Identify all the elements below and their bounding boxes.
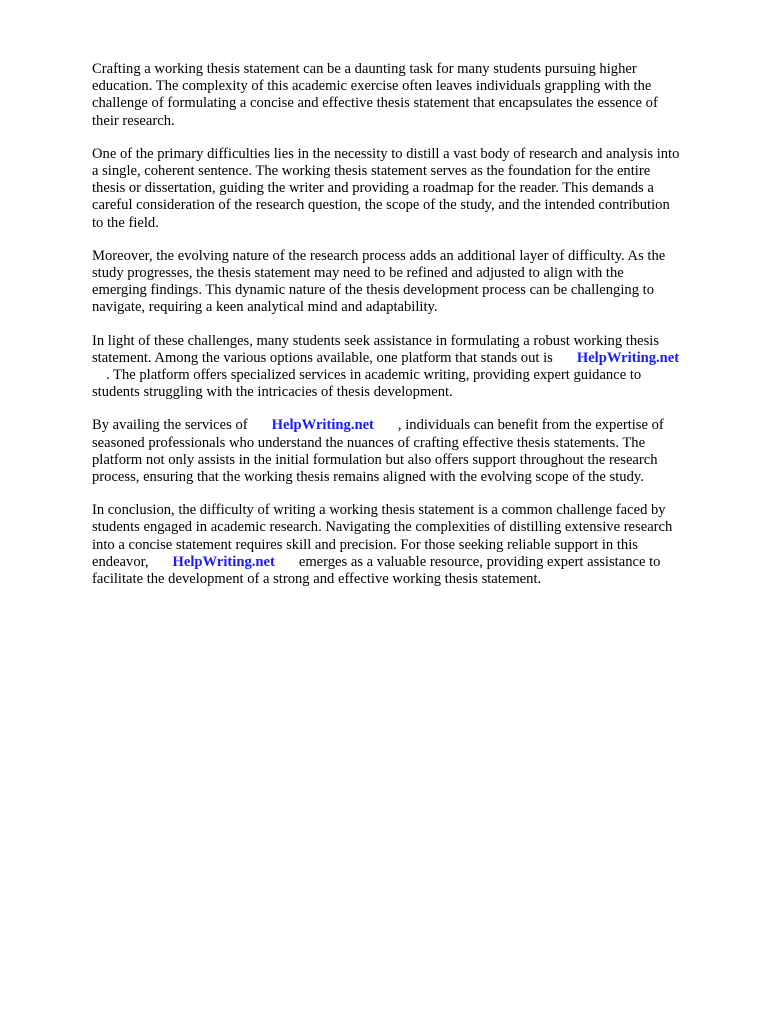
text-line: navigate, requiring a keen analytical mind and adaptability. (92, 299, 438, 316)
text-line: In light of these challenges, many students seek assistance in formulating a robust working thesis (92, 332, 660, 349)
text-fragment: By availing the services of (92, 417, 248, 434)
text-line: careful consideration of the research question, the scope of the study, and the intended contribution (92, 197, 670, 214)
text-line: study progresses, the thesis statement may need to be refined and adjusted to align with the (92, 265, 624, 282)
helpwriting-link[interactable]: HelpWriting.net (172, 553, 275, 570)
text-line (92, 367, 722, 384)
text-line: education. The complexity of this academic exercise often leaves individuals grappling with the (92, 78, 652, 95)
text-line (92, 554, 722, 571)
text-line: process, ensuring that the working thesis remains aligned with the evolving scope of the study. (92, 469, 644, 486)
text-fragment: emerges as a valuable resource, providing expert assistance to (298, 553, 661, 570)
text-line: In conclusion, the difficulty of writing a working thesis statement is a common challenge faced by (92, 502, 666, 519)
paragraph-conclusion (92, 502, 722, 588)
text-line: into a concise statement requires skill and precision. For those seeking reliable support in this (92, 536, 638, 553)
text-fragment: , individuals can benefit from the expertise of (397, 417, 664, 434)
text-line: platform not only assists in the initial formulation but also offers support throughout the research (92, 451, 658, 468)
text-fragment: statement. Among the various options available, one platform that stands out is (92, 349, 553, 366)
paragraph-evolving (92, 248, 722, 317)
text-line (92, 350, 722, 367)
text-line (92, 417, 722, 434)
text-line: Crafting a working thesis statement can be a daunting task for many students pursuing higher (92, 61, 637, 77)
paragraph-intro (92, 61, 722, 130)
text-fragment: endeavor, (92, 553, 149, 570)
text-line: Moreover, the evolving nature of the research process adds an additional layer of difficulty. As the (92, 247, 666, 264)
text-line: One of the primary difficulties lies in the necessity to distill a vast body of research and analysis into (92, 145, 680, 162)
text-line: seasoned professionals who understand the nuances of crafting effective thesis statements. The (92, 434, 646, 451)
text-line: students engaged in academic research. Navigating the complexities of distilling extensive research (92, 519, 673, 536)
text-line: to the field. (92, 214, 159, 231)
text-line: a single, coherent sentence. The working thesis statement serves as the foundation for the entire (92, 163, 651, 180)
paragraph-difficulties (92, 146, 722, 232)
text-line: challenge of formulating a concise and effective thesis statement that encapsulates the essence of (92, 95, 658, 112)
text-fragment: . The platform offers specialized services in academic writing, providing expert guidance to (106, 367, 642, 384)
document-page (92, 61, 722, 604)
text-line: students struggling with the intricacies of thesis development. (92, 384, 453, 401)
text-line: facilitate the development of a strong and effective working thesis statement. (92, 571, 542, 588)
helpwriting-link[interactable]: HelpWriting.net (576, 349, 680, 366)
paragraph-services (92, 417, 722, 486)
paragraph-assistance (92, 333, 722, 402)
text-line: emerging findings. This dynamic nature of the thesis development process can be challenging to (92, 282, 654, 299)
text-line: thesis or dissertation, guiding the writer and providing a roadmap for the reader. This demands a (92, 180, 654, 197)
text-line: their research. (92, 112, 175, 129)
helpwriting-link[interactable]: HelpWriting.net (271, 417, 374, 434)
